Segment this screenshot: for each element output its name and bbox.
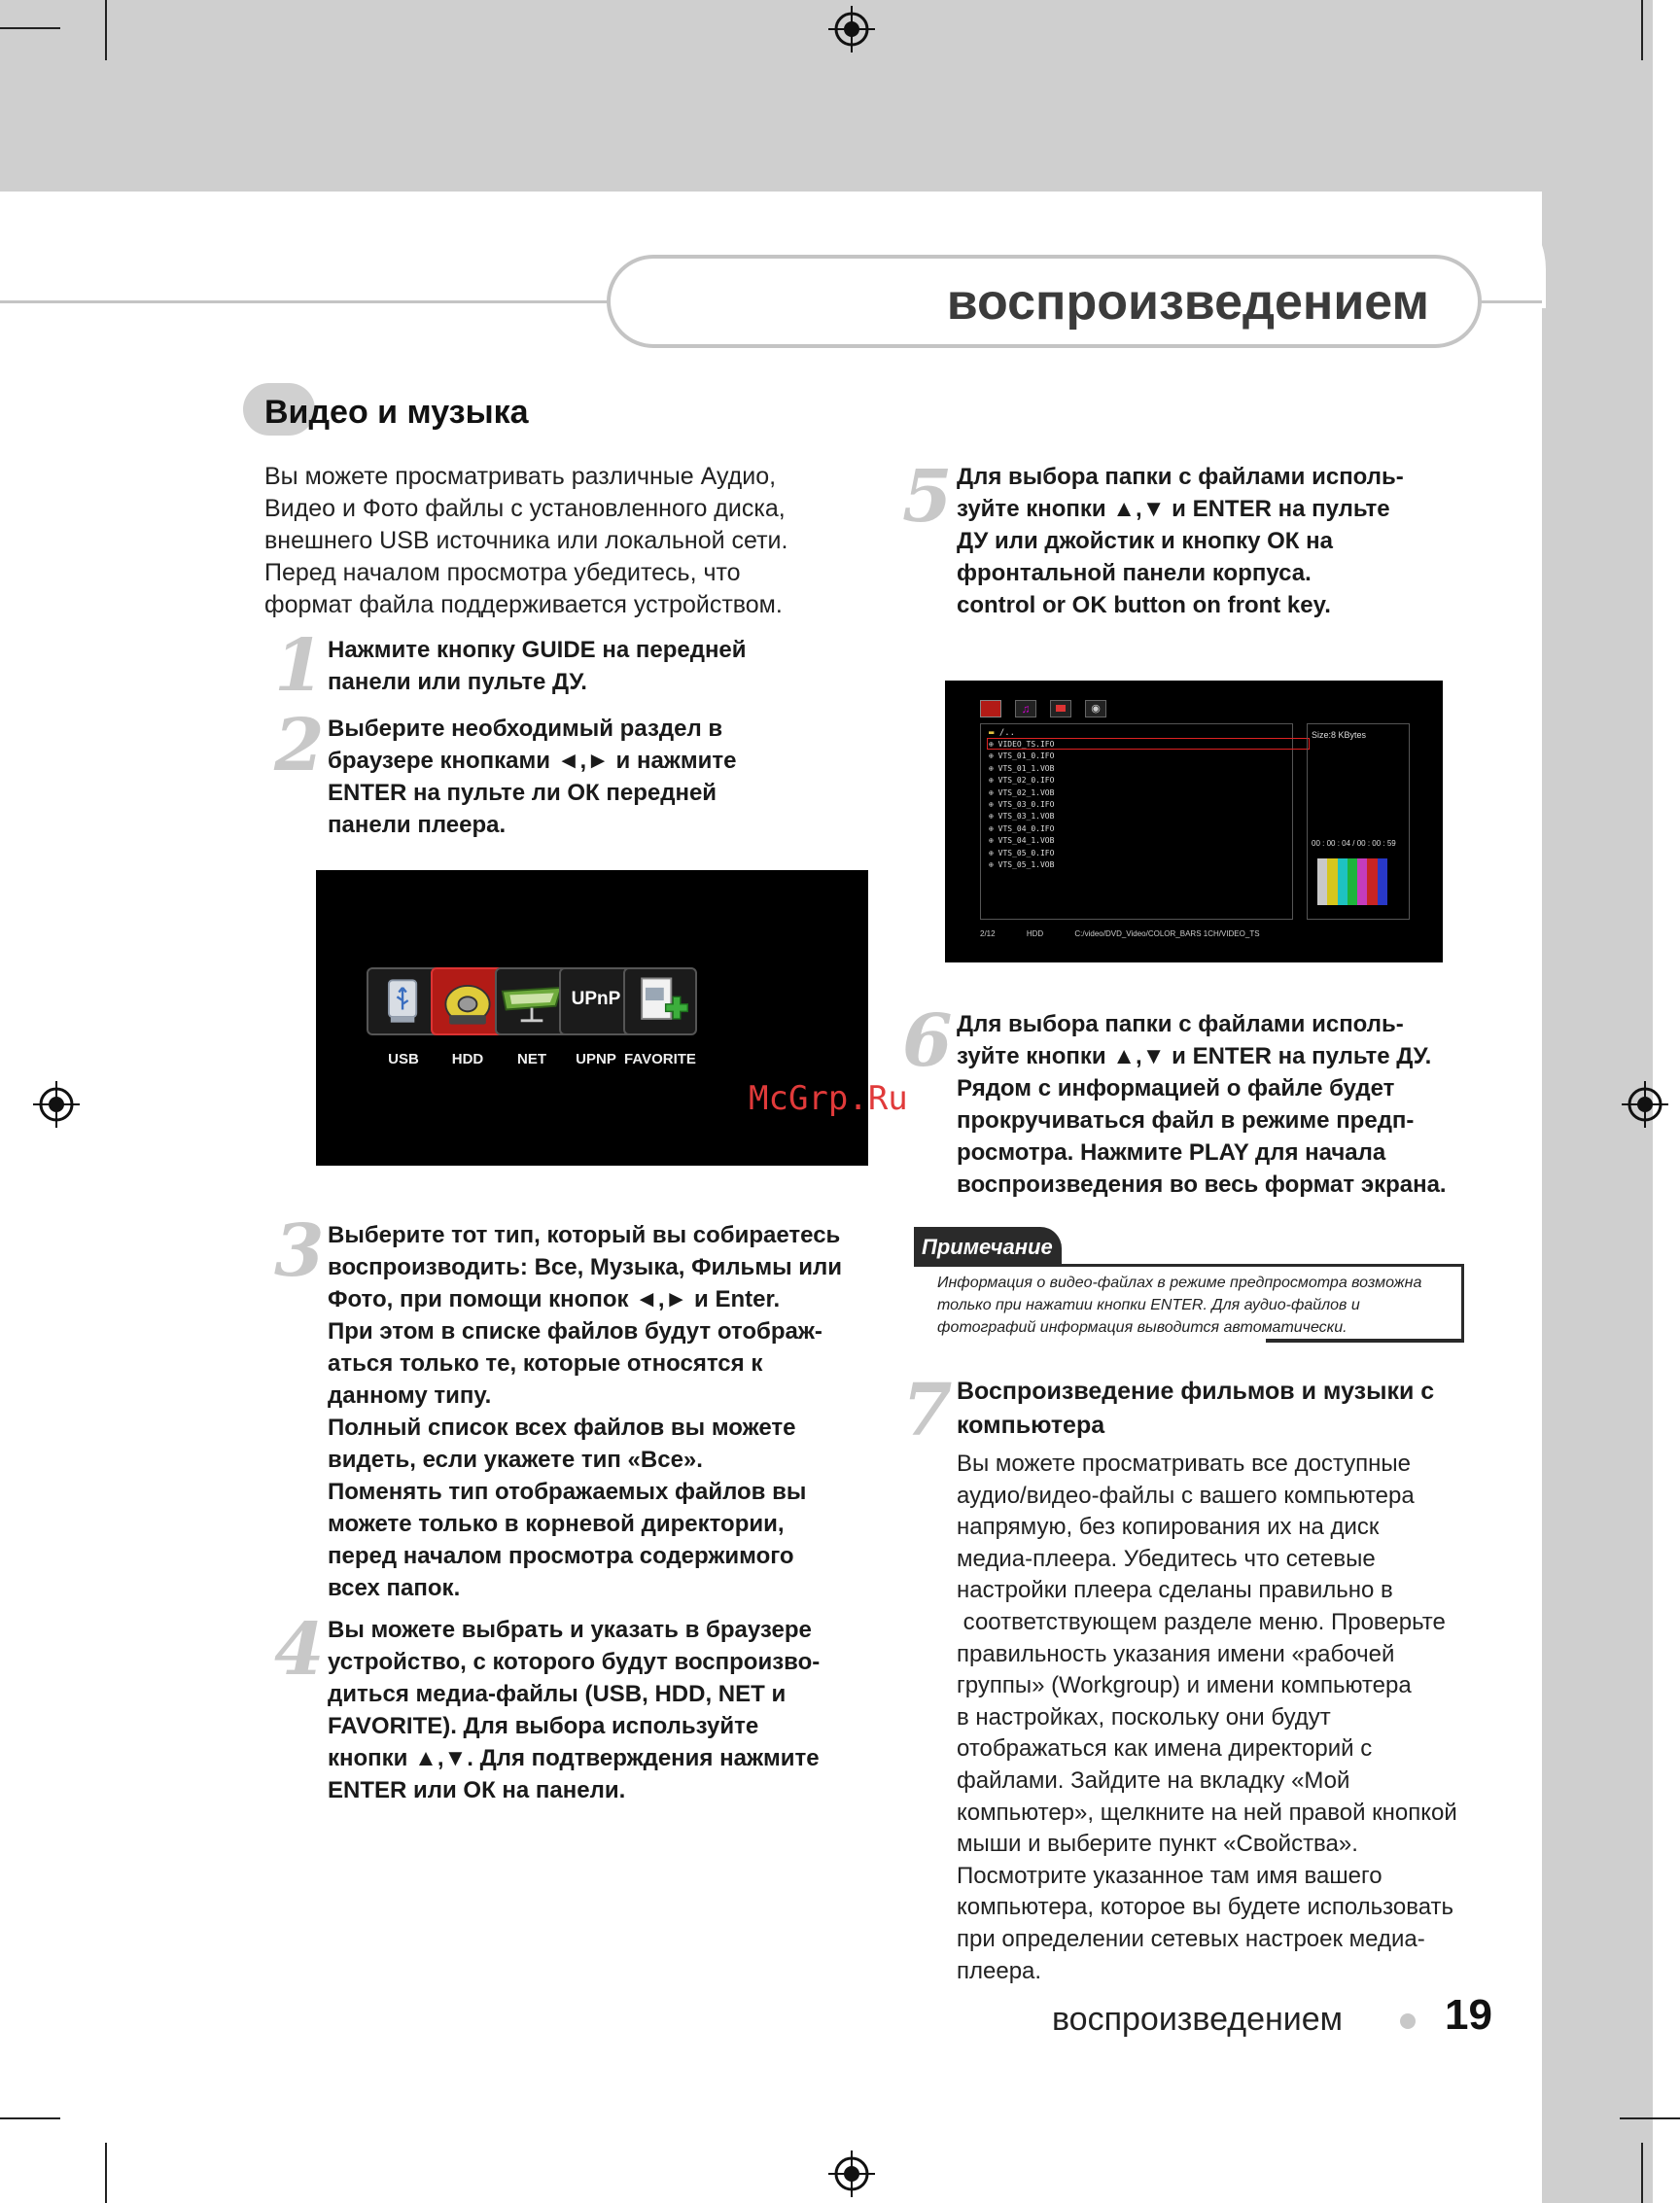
step-line: Для выбора папки с файлами исполь- <box>957 1011 1404 1037</box>
step-line: воспроизведения во весь формат экрана. <box>957 1171 1447 1198</box>
step-line: панели плеера. <box>328 812 507 838</box>
preview-image <box>1317 858 1387 905</box>
tile-label: HDD <box>451 1051 484 1067</box>
note-line: фотографий информация выводится автоматически. <box>937 1319 1348 1336</box>
step-line: Вы можете просматривать все доступные <box>957 1451 1412 1477</box>
intro-line: Перед началом просмотра убедитесь, что <box>264 559 741 586</box>
intro-line: формат файла поддерживается устройством. <box>264 591 783 618</box>
crop-mark <box>105 0 107 60</box>
footer-bullet-icon <box>1400 2013 1416 2029</box>
step-line: напрямую, без копирования их на диск <box>957 1514 1380 1541</box>
file-name: VTS_05_1.VOB <box>998 860 1055 870</box>
step-line: компьютер», щелкните на ней правой кнопкой <box>957 1799 1457 1826</box>
file-name: VTS_04_1.VOB <box>998 836 1055 846</box>
note-text <box>937 1272 1443 1339</box>
list-item[interactable] <box>989 775 1054 787</box>
step-line: компьютера <box>957 1412 1105 1439</box>
file-name: VTS_01_0.IFO <box>998 752 1055 761</box>
file-name: VTS_03_1.VOB <box>998 812 1055 822</box>
note-bottom <box>1266 1339 1464 1343</box>
list-item[interactable] <box>989 787 1054 799</box>
crop-mark <box>1641 2143 1643 2203</box>
list-item[interactable] <box>989 811 1054 822</box>
step-line: в настройках, поскольку они будут <box>957 1703 1331 1731</box>
tile-net[interactable] <box>495 967 569 1035</box>
file-icon: ⊕ <box>989 836 998 846</box>
intro-line: Видео и Фото файлы с установленного диска, <box>264 495 786 522</box>
file-name: VTS_05_0.IFO <box>998 848 1055 857</box>
step-6-text <box>957 1008 1521 1201</box>
note-line: только при нажатии кнопки ENTER. Для аудио-файлов и <box>937 1297 1360 1313</box>
step-line: при определении сетевых настроек медиа- <box>957 1925 1425 1952</box>
color-bar <box>1378 858 1387 905</box>
step-4-text <box>328 1614 892 1806</box>
step-line: устройство, с которого будут воспроизво- <box>328 1649 821 1675</box>
step-number: 5 <box>902 455 953 539</box>
file-list-panel <box>980 723 1293 920</box>
status-device: HDD <box>1026 929 1044 938</box>
status-bar <box>980 929 1408 943</box>
step-line: компьютера, которое вы будете использовать <box>957 1894 1454 1921</box>
step-line: Выберите тот тип, который вы собираетесь <box>328 1222 841 1248</box>
step-line: диться медиа-файлы (USB, HDD, NET и <box>328 1681 787 1707</box>
file-icon: ⊕ <box>989 848 998 857</box>
step-line: всех папок. <box>328 1575 461 1601</box>
color-bar <box>1348 858 1357 905</box>
source-menu-screenshot <box>316 870 868 1166</box>
color-bar <box>1357 858 1367 905</box>
status-path: C:/video/DVD_Video/COLOR_BARS 1CH/VIDEO_TS <box>1074 929 1260 938</box>
step-line: прокручиваться файл в режиме предп- <box>957 1107 1415 1134</box>
step-line: Фото, при помощи кнопок ◄,► и Enter. <box>328 1286 781 1312</box>
step-line: аудио/видео-файлы с вашего компьютера <box>957 1482 1415 1509</box>
step-line: Поменять тип отображаемых файлов вы <box>328 1479 807 1505</box>
color-bar <box>1367 858 1377 905</box>
step-line: кнопки ▲,▼. Для подтверждения нажмите <box>328 1745 820 1771</box>
color-bar <box>1338 858 1348 905</box>
list-item[interactable] <box>989 848 1054 859</box>
tile-favorite[interactable] <box>623 967 697 1035</box>
footer-label: воспроизведением <box>1052 2001 1344 2038</box>
tile-upnp[interactable] <box>559 967 633 1035</box>
list-item[interactable] <box>989 763 1054 775</box>
side-band <box>1542 192 1653 2203</box>
step-line: росмотра. Нажмите PLAY для начала <box>957 1139 1386 1166</box>
list-item[interactable] <box>989 823 1054 835</box>
registration-mark-icon <box>33 1081 80 1128</box>
crop-mark <box>1620 2117 1680 2119</box>
step-line: Полный список всех файлов вы можете <box>328 1415 796 1441</box>
page-number: 19 <box>1445 1991 1492 2039</box>
file-name: VTS_04_0.IFO <box>998 823 1055 833</box>
step-line: ENTER на пульте ли ОК передней <box>328 780 718 806</box>
page-title: воспроизведением <box>946 274 1429 331</box>
step-number: 3 <box>274 1209 325 1293</box>
list-item[interactable] <box>989 799 1054 811</box>
step-line: ДУ или джойстик и кнопку ОК на <box>957 528 1333 554</box>
step-number: 2 <box>274 704 325 787</box>
step-line: воспроизводить: Все, Музыка, Фильмы или <box>328 1254 842 1280</box>
step-line: плеера. <box>957 1957 1042 1984</box>
registration-mark-icon <box>828 6 875 52</box>
intro-paragraph <box>264 461 848 621</box>
tile-usb[interactable] <box>367 967 440 1035</box>
playback-time: 00 : 00 : 04 / 00 : 00 : 59 <box>1312 839 1396 848</box>
step-line: аться только те, которые относятся к <box>328 1350 763 1377</box>
step-7-text <box>957 1449 1521 1987</box>
file-list <box>989 739 1054 871</box>
file-icon: ⊕ <box>989 776 998 786</box>
step-number: 7 <box>902 1369 953 1452</box>
file-icon: ⊕ <box>989 763 998 773</box>
step-line: перед началом просмотра содержимого <box>328 1543 794 1569</box>
tile-label: FAVORITE <box>624 1051 696 1067</box>
color-bar <box>1317 858 1327 905</box>
list-item[interactable] <box>989 728 1015 738</box>
step-line: ENTER или ОК на панели. <box>328 1777 626 1803</box>
step-line: При этом в списке файлов будут отображ- <box>328 1318 822 1345</box>
section-title: Видео и музыка <box>264 394 529 431</box>
step-line: control or OK button on front key. <box>957 592 1331 618</box>
tile-label: USB <box>388 1051 419 1067</box>
note-box <box>914 1227 1464 1344</box>
step-line: группы» (Workgroup) и имени компьютера <box>957 1672 1412 1699</box>
note-side <box>1461 1264 1464 1342</box>
file-name: VTS_02_1.VOB <box>998 787 1055 797</box>
note-title: Примечание <box>922 1235 1053 1259</box>
step-3-text <box>328 1219 892 1604</box>
usb-drive-icon <box>368 969 438 1033</box>
step-line: медиа-плеера. Убедитесь что сетевые <box>957 1545 1376 1572</box>
step-line: FAVORITE). Для выбора используйте <box>328 1713 759 1739</box>
step-line: настройки плеера сделаны правильно в <box>957 1577 1393 1604</box>
file-browser-screenshot <box>945 681 1443 962</box>
crop-mark <box>105 2143 107 2203</box>
step-line: данному типу. <box>328 1382 492 1409</box>
registration-mark-icon <box>828 2151 875 2197</box>
step-2-text <box>328 713 872 841</box>
step-1-text <box>328 634 872 698</box>
step-line: видеть, если укажете тип «Все». <box>328 1447 703 1473</box>
step-number: 4 <box>274 1608 325 1692</box>
step-number: 6 <box>902 999 953 1083</box>
tile-label: NET <box>517 1051 546 1067</box>
network-icon <box>497 969 567 1033</box>
step-line: зуйте кнопки ▲,▼ и ENTER на пульте ДУ. <box>957 1043 1432 1069</box>
tile-hdd[interactable] <box>431 967 505 1035</box>
list-item[interactable] <box>989 835 1054 847</box>
status-count: 2/12 <box>980 929 996 938</box>
file-icon: ⊕ <box>989 823 998 833</box>
hdd-icon <box>433 969 503 1033</box>
step-line: мыши и выберите пункт «Свойства». <box>957 1831 1358 1858</box>
crop-mark <box>0 27 60 29</box>
note-line: Информация о видео-файлах в режиме предпросмотра возможна <box>937 1275 1422 1291</box>
file-name: VTS_02_0.IFO <box>998 776 1055 786</box>
step-line: зуйте кнопки ▲,▼ и ENTER на пульте <box>957 496 1390 522</box>
step-line: Нажмите кнопку GUIDE на передней <box>328 637 747 663</box>
registration-mark-icon <box>1622 1081 1668 1128</box>
step-line: файлами. Зайдите на вкладку «Мой <box>957 1766 1350 1794</box>
intro-line: внешнего USB источника или локальной сети. <box>264 527 788 554</box>
file-icon: ⊕ <box>989 787 998 797</box>
step-line: фронтальной панели корпуса. <box>957 560 1312 586</box>
step-line: Воспроизведение фильмов и музыки с <box>957 1378 1435 1405</box>
file-size: Size:8 KBytes <box>1312 730 1367 740</box>
tab-all-icon[interactable] <box>980 700 1001 717</box>
file-name: VTS_01_1.VOB <box>998 763 1055 773</box>
tile-label: UPNP <box>576 1051 616 1067</box>
step-line: Вы можете выбрать и указать в браузере <box>328 1617 812 1643</box>
crop-mark <box>0 2117 60 2119</box>
step-5-text <box>957 461 1501 621</box>
tab-music-icon[interactable]: ♫ <box>1015 700 1036 717</box>
file-name: VIDEO_TS.IFO <box>998 740 1055 749</box>
step-line: можете только в корневой директории, <box>328 1511 785 1537</box>
step-line: Выберите необходимый раздел в <box>328 716 723 742</box>
header-band <box>0 0 1653 192</box>
step-line: Для выбора папки с файлами исполь- <box>957 464 1404 490</box>
crop-mark <box>1641 0 1643 60</box>
folder-icon: ▬ <box>989 728 995 738</box>
step-line: Рядом с информацией о файле будет <box>957 1075 1395 1102</box>
step-line: отображаться как имена директорий с <box>957 1735 1373 1763</box>
color-bar <box>1327 858 1337 905</box>
step-7-title <box>957 1375 1501 1443</box>
file-icon: ⊕ <box>989 740 998 749</box>
intro-line: Вы можете просматривать различные Аудио, <box>264 463 777 490</box>
list-item[interactable] <box>989 751 1054 762</box>
file-icon: ⊕ <box>989 812 998 822</box>
step-line: правильность указания имени «рабочей <box>957 1640 1395 1667</box>
watermark: McGrp.Ru <box>749 1079 908 1118</box>
file-name: /.. <box>998 728 1016 738</box>
tab-photo-icon[interactable]: ◉ <box>1085 700 1106 717</box>
favorite-icon <box>625 969 695 1033</box>
step-line: Посмотрите указанное там имя вашего <box>957 1862 1382 1889</box>
file-icon: ⊕ <box>989 860 998 870</box>
step-line: соответствующем разделе меню. Проверьте <box>957 1608 1446 1635</box>
file-icon: ⊕ <box>989 752 998 761</box>
file-icon: ⊕ <box>989 800 998 810</box>
note-rule <box>914 1264 1464 1267</box>
upnp-icon: UPnP <box>571 989 621 1009</box>
step-number: 1 <box>274 624 325 708</box>
step-line: браузере кнопками ◄,► и нажмите <box>328 748 737 774</box>
list-item[interactable] <box>989 859 1054 871</box>
preview-panel <box>1307 723 1410 920</box>
list-item[interactable] <box>989 739 1054 751</box>
file-name: VTS_03_0.IFO <box>998 800 1055 810</box>
tab-video-icon[interactable] <box>1050 700 1071 717</box>
step-line: панели или пульте ДУ. <box>328 669 587 695</box>
